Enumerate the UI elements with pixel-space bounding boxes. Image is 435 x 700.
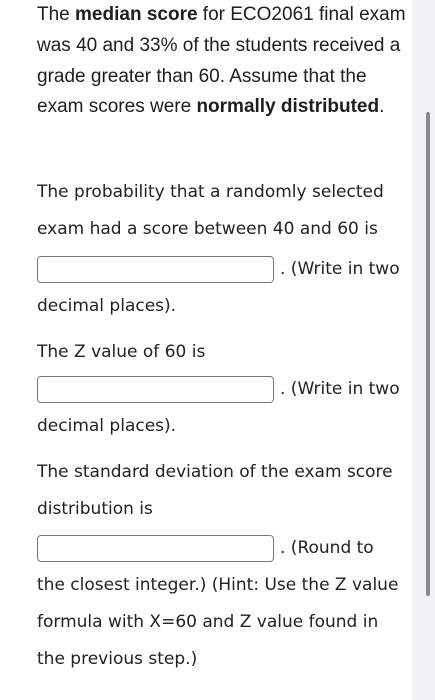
question-stem — [37, 0, 407, 123]
q2-instruction: . (Write in two — [280, 379, 400, 399]
q3-line-4: formula with X=60 and Z value found in — [37, 612, 379, 632]
stem-text-2: for ECO2061 final exam was 40 and 33% of the students received a grade greater than 60. Assume that the exam scores were — [37, 4, 406, 118]
q1-line-3: decimal places). — [37, 296, 177, 316]
q3-line-1: The standard deviation of the exam score — [37, 462, 393, 482]
q3-instruction: . (Round to — [280, 538, 374, 558]
q1-instruction: . (Write in two — [280, 259, 400, 279]
vertical-scrollbar[interactable] — [426, 112, 430, 596]
std-dev-answer-input[interactable] — [37, 535, 274, 562]
q3-line-5: the previous step.) — [37, 649, 198, 669]
stem-bold-normal: normally distributed — [196, 96, 380, 118]
probability-answer-input[interactable] — [37, 256, 274, 283]
q2-line-2: decimal places). — [37, 416, 177, 436]
stem-text-1: The — [37, 4, 76, 25]
q3-line-2: distribution is — [37, 499, 153, 519]
q1-line-1: The probability that a randomly selected — [37, 182, 384, 202]
z-value-answer-input[interactable] — [37, 376, 274, 403]
q2-line-1: The Z value of 60 is — [37, 342, 206, 362]
q1-line-2: exam had a score between 40 and 60 is — [37, 219, 378, 239]
stem-text-3: . — [379, 96, 385, 118]
q3-line-3: the closest integer.) (Hint: Use the Z value — [37, 575, 399, 595]
stem-bold-median: median score — [75, 4, 198, 25]
